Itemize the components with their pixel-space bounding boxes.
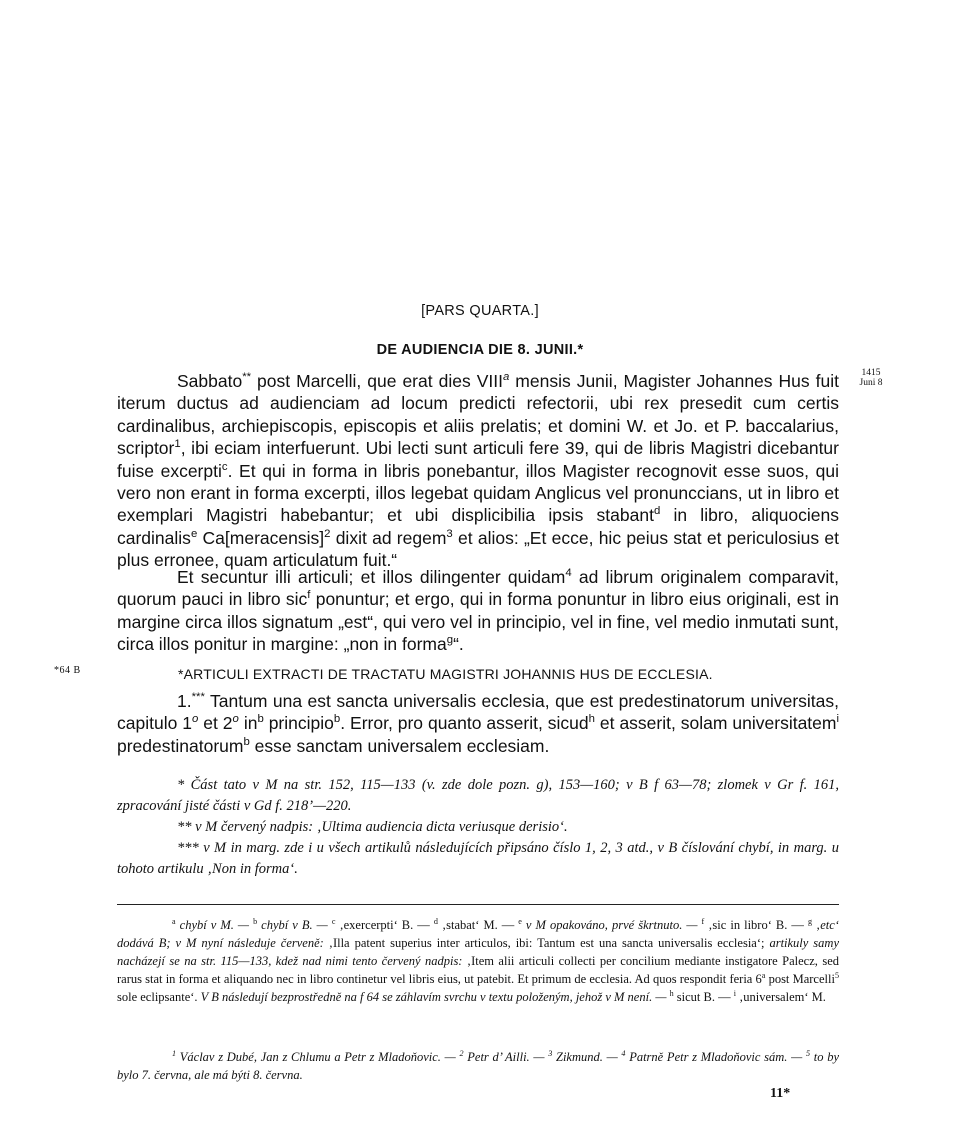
note-marker: g <box>446 634 454 647</box>
article-number: 1. <box>177 691 192 711</box>
note-marker: 5 <box>834 970 839 980</box>
article-heading: *ARTICULI EXTRACTI DE TRACTATU MAGISTRI JOHANNIS HUS DE ECCLESIA. <box>178 666 713 682</box>
note-marker: e <box>190 528 198 541</box>
note-marker: o <box>232 713 239 726</box>
note-marker: ** <box>242 371 252 384</box>
note-marker: b <box>257 713 264 726</box>
note-marker: 5 <box>805 1048 811 1058</box>
text: mensis Junii, Magister Johannes Hus fuit iterum ductus ad audienciam ad locum predicti refectorii, ubi rex presedit cum certis cardinalibus, archiepiscopis, episcopis et aliis prelatis; et domini W. et Jo. et P. baccalarius, scriptor <box>117 371 839 459</box>
paragraph-articles <box>117 566 839 656</box>
text: Et secuntur illi articuli; et illos dilingenter quidam <box>177 567 566 587</box>
note-text: v M opakováno, prvé škrtnuto. — <box>521 918 702 932</box>
note-marker: f <box>307 589 311 602</box>
note-marker: g <box>807 916 813 926</box>
text: Tantum una est sancta universalis ecclesia, que est predestinatorum universitas, capitulo 1 <box>117 691 839 734</box>
note-text: Petr d’ Ailli. — <box>463 1050 549 1064</box>
text: , ibi eciam interfuerunt. Ubi lecti sunt articuli fere 39, qui de libris Magistri dicebantur fuise excerpti <box>117 438 839 481</box>
note-text: ‚exercerpti‘ B. — <box>335 918 434 932</box>
note-marker: h <box>669 988 674 998</box>
text: et alios: „Et ecce, hic peius stat et periculosius et plus erronee, quam articulatum fuit.“ <box>117 527 840 571</box>
person-notes <box>117 1048 839 1084</box>
note-marker: c <box>331 916 336 926</box>
note-marker: 2 <box>459 1048 464 1058</box>
note-marker: 2 <box>324 528 331 541</box>
text: ponuntur; et ergo, qui in forma ponuntur in libro eius originali, est in margine circa illos signatum „est“, qui vero vel in principio, vel in fine, vel medio inmutati sunt, circa illos ponitur in margine: „non in forma <box>117 589 839 655</box>
text: post Marcelli, que erat dies VIII <box>251 371 503 391</box>
note-marker: f <box>701 916 705 926</box>
text: in libro, aliquociens cardinalis <box>117 505 839 548</box>
note-marker: b <box>253 916 258 926</box>
note-quote: ‚Item alii articuli collecti per concilium mediante instigatore Palecz, sed rarus stat in forma et aliquando nec in libro continetur vel libris eius, ut patebit. Et primum de ecclesia. Ad quos respondit feria 6 <box>117 954 840 986</box>
editor-note: *** v M in marg. zde i u všech artikulů následujících připsáno číslo 1, 2, 3 atd., v B číslování chybí, in marg. u tohoto artikulu ‚Non in forma‘. <box>117 840 839 877</box>
note-text: artikuly samy nacházejí se na str. 115—133, kdež nad nimi tento červený nadpis: <box>117 936 839 968</box>
note-marker: h <box>588 713 595 726</box>
note-text: ‚universalem‘ M. <box>735 990 826 1004</box>
text: “. <box>453 634 464 655</box>
note-marker: 1 <box>174 438 181 451</box>
margin-day: Juni 8 <box>859 378 883 388</box>
text: dixit ad regem <box>330 527 447 548</box>
note-marker: i <box>733 988 736 998</box>
part-heading: [PARS QUARTA.] <box>421 303 539 319</box>
note-marker: 1 <box>172 1048 177 1058</box>
text: predestinatorum <box>117 735 244 756</box>
note-text: ‚stabat‘ M. — <box>437 918 519 932</box>
note-marker: a <box>172 916 176 926</box>
margin-year: 1415 <box>861 368 881 378</box>
note-marker: c <box>221 460 228 473</box>
note-text: Patrně Petr z Mladoňovic sám. — <box>625 1050 806 1064</box>
margin-page-reference: *64 B <box>54 665 81 676</box>
note-marker: 4 <box>621 1048 626 1058</box>
editor-notes <box>117 775 839 880</box>
section-heading: DE AUDIENCIA DIE 8. JUNII.* <box>376 342 584 358</box>
note-text: to by bylo 7. června, ale má býti 8. června. <box>117 1050 839 1082</box>
text: et 2 <box>198 713 233 734</box>
note-marker: 3 <box>446 528 453 541</box>
note-marker: *** <box>191 691 205 704</box>
text: in <box>238 713 258 734</box>
note-marker: d <box>433 916 438 926</box>
text: esse sanctam universalem ecclesiam. <box>249 735 550 756</box>
note-marker: o <box>192 713 199 726</box>
signature-mark: 11* <box>770 1086 791 1101</box>
note-marker: 3 <box>548 1048 553 1058</box>
note-marker: a <box>761 970 766 980</box>
text: Ca[meracensis] <box>197 527 325 548</box>
text: Sabbato <box>177 371 243 391</box>
note-marker: 4 <box>565 567 572 580</box>
note-quote: post Marcelli <box>765 972 835 986</box>
note-text: chybí v M. — <box>175 918 254 932</box>
note-quote: ‚Illa patent superius inter articulos, ibi: Tantum est una sancta universalis ecclesia‘; <box>328 936 770 950</box>
note-text: ‚etc‘ dodává B; v M nyní následuje červeně: <box>117 918 839 950</box>
note-marker: e <box>518 916 522 926</box>
note-marker: i <box>836 713 840 726</box>
note-text: Zikmund. — <box>552 1050 622 1064</box>
editor-note: * Část tato v M na str. 152, 115—133 (v. zde dole pozn. g), 153—160; v B f 63—78; zlomek v Gr f. 161, zpracování jisté části v Gd f. 218’—220. <box>117 777 839 814</box>
text: et asserit, solam universitatem <box>594 713 837 734</box>
note-text: sicut B. — <box>673 990 734 1004</box>
note-marker: b <box>243 735 250 748</box>
article-1 <box>117 690 839 757</box>
text: . Et qui in forma in libris ponebantur, illos Magister recognovit esse suos, qui vero non erant in forma excerpti, illos legebat quidam Anglicus vel pronunccians, ut in libro et exemplari Magistri habebantur; et ubi displicibilia ipsis stabant <box>117 460 839 526</box>
text: ad librum originalem comparavit, quorum pauci in libro sic <box>117 567 839 610</box>
note-marker: a <box>502 371 510 384</box>
note-text: Václav z Dubé, Jan z Chlumu a Petr z Mladoňovic. — <box>176 1050 460 1064</box>
text: . Error, pro quanto asserit, sicud <box>340 713 589 734</box>
editor-note: ** v M červený nadpis: ‚Ultima audiencia dicta veriusque derisio‘. <box>177 819 568 835</box>
note-marker: d <box>653 505 661 518</box>
note-marker: b <box>333 713 341 726</box>
text: principio <box>263 713 334 734</box>
note-text: chybí v B. — <box>257 918 332 932</box>
margin-date <box>852 368 890 388</box>
footnote-divider <box>117 904 839 905</box>
note-quote: sole eclipsante‘. <box>117 990 201 1004</box>
paragraph-audience <box>117 370 839 572</box>
critical-apparatus <box>117 916 839 1006</box>
note-text: ‚sic in libro‘ B. — <box>704 918 808 932</box>
note-text: V B následují bezprostředně na f 64 se záhlavím svrchu v textu položeným, jehož v M není. — <box>200 990 670 1004</box>
